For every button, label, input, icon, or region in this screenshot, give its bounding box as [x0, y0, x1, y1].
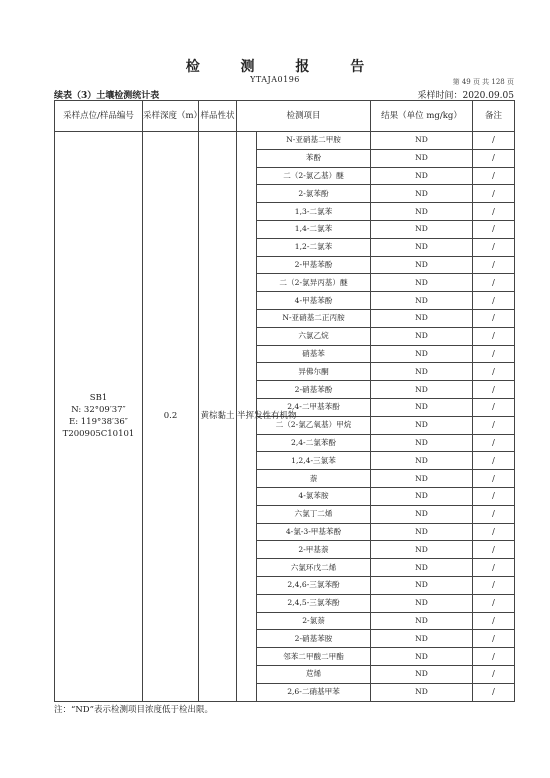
remark-cell: /	[473, 203, 515, 221]
result-cell: ND	[371, 487, 473, 505]
sample-id: SB1	[89, 393, 108, 404]
soil-test-table	[54, 100, 515, 702]
item-cell: 1,4-二氯苯	[257, 220, 371, 238]
remark-cell: /	[473, 470, 515, 488]
result-cell: ND	[371, 238, 473, 256]
header-result: 结果（单位 mg/kg）	[371, 101, 473, 132]
result-cell: ND	[371, 452, 473, 470]
remark-cell: /	[473, 665, 515, 683]
remark-cell: /	[473, 683, 515, 701]
remark-cell: /	[473, 363, 515, 381]
report-title: 检 测 报 告	[185, 59, 383, 75]
item-cell: 2-甲基苯酚	[257, 256, 371, 274]
remark-cell: /	[473, 559, 515, 577]
result-cell: ND	[371, 345, 473, 363]
item-cell: 苯酚	[257, 149, 371, 167]
remark-cell: /	[473, 505, 515, 523]
item-cell: 二（2-氯异丙基）醚	[257, 274, 371, 292]
result-cell: ND	[371, 630, 473, 648]
remark-cell: /	[473, 345, 515, 363]
result-cell: ND	[371, 612, 473, 630]
remark-cell: /	[473, 594, 515, 612]
result-cell: ND	[371, 363, 473, 381]
remark-cell: /	[473, 630, 515, 648]
result-cell: ND	[371, 309, 473, 327]
result-cell: ND	[371, 220, 473, 238]
header-sample-point: 采样点位/样品编号	[55, 101, 143, 132]
result-cell: ND	[371, 416, 473, 434]
remark-cell: /	[473, 381, 515, 399]
remark-cell: /	[473, 576, 515, 594]
footnote: 注：“ND”表示检测项目浓度低于检出限。	[54, 705, 213, 715]
item-cell: 2-氯萘	[257, 612, 371, 630]
remark-cell: /	[473, 648, 515, 666]
remark-cell: /	[473, 487, 515, 505]
item-cell: 六氯环戊二烯	[257, 559, 371, 577]
remark-cell: /	[473, 523, 515, 541]
item-cell: 萘	[257, 470, 371, 488]
remark-cell: /	[473, 541, 515, 559]
item-category-cell: 半挥发性有机物	[237, 132, 257, 702]
remark-cell: /	[473, 434, 515, 452]
result-cell: ND	[371, 274, 473, 292]
sample-state-cell: 黄棕黏土	[199, 132, 237, 702]
item-cell: 2-硝基苯酚	[257, 381, 371, 399]
result-cell: ND	[371, 256, 473, 274]
item-cell: 2-氯苯酚	[257, 185, 371, 203]
table-body	[55, 132, 515, 702]
table-row	[55, 132, 515, 150]
sample-depth-cell: 0.2	[143, 132, 199, 702]
result-cell: ND	[371, 185, 473, 203]
report-number: YTAJA0196	[250, 75, 300, 84]
item-cell: 2-硝基苯胺	[257, 630, 371, 648]
sample-latitude: N: 32°09′37″	[71, 405, 126, 416]
remark-cell: /	[473, 149, 515, 167]
result-cell: ND	[371, 398, 473, 416]
table-header-row	[55, 101, 515, 132]
result-cell: ND	[371, 292, 473, 310]
item-cell: N-亚硝基二甲胺	[257, 132, 371, 150]
item-cell: 硝基苯	[257, 345, 371, 363]
item-cell: 1,3-二氯苯	[257, 203, 371, 221]
remark-cell: /	[473, 185, 515, 203]
result-cell: ND	[371, 149, 473, 167]
result-cell: ND	[371, 665, 473, 683]
result-cell: ND	[371, 594, 473, 612]
item-cell: 六氯丁二烯	[257, 505, 371, 523]
item-cell: 苊烯	[257, 665, 371, 683]
table-caption: 续表（3）土壤检测统计表	[54, 91, 160, 101]
item-cell: 异佛尔酮	[257, 363, 371, 381]
item-cell: 2,4,6-三氯苯酚	[257, 576, 371, 594]
remark-cell: /	[473, 416, 515, 434]
item-cell: 4-氯-3-甲基苯酚	[257, 523, 371, 541]
result-cell: ND	[371, 470, 473, 488]
result-cell: ND	[371, 505, 473, 523]
result-cell: ND	[371, 203, 473, 221]
result-cell: ND	[371, 523, 473, 541]
item-cell: 2,4,5-三氯苯酚	[257, 594, 371, 612]
sample-point-cell	[55, 132, 143, 702]
remark-cell: /	[473, 256, 515, 274]
item-cell: 1,2-二氯苯	[257, 238, 371, 256]
item-cell: 1,2,4-三氯苯	[257, 452, 371, 470]
remark-cell: /	[473, 327, 515, 345]
item-cell: 邻苯二甲酸二甲酯	[257, 648, 371, 666]
page-info: 第 49 页 共 128 页	[452, 78, 514, 86]
remark-cell: /	[473, 274, 515, 292]
sample-longitude: E: 119°38′36″	[69, 417, 128, 428]
item-cell: 2,4-二甲基苯酚	[257, 398, 371, 416]
result-cell: ND	[371, 683, 473, 701]
header-remark: 备注	[473, 101, 515, 132]
item-cell: 六氯乙烷	[257, 327, 371, 345]
item-cell: 4-氯苯胺	[257, 487, 371, 505]
remark-cell: /	[473, 292, 515, 310]
remark-cell: /	[473, 220, 515, 238]
result-cell: ND	[371, 132, 473, 150]
remark-cell: /	[473, 398, 515, 416]
header-state: 样品性状	[199, 101, 237, 132]
result-cell: ND	[371, 167, 473, 185]
result-cell: ND	[371, 327, 473, 345]
result-cell: ND	[371, 576, 473, 594]
sample-code: T200905C10101	[62, 429, 135, 440]
item-cell: 二（2-氯乙氧基）甲烷	[257, 416, 371, 434]
result-cell: ND	[371, 559, 473, 577]
item-cell: 4-甲基苯酚	[257, 292, 371, 310]
result-cell: ND	[371, 434, 473, 452]
result-cell: ND	[371, 381, 473, 399]
remark-cell: /	[473, 238, 515, 256]
header-item: 检测项目	[237, 101, 371, 132]
remark-cell: /	[473, 309, 515, 327]
sample-time: 采样时间：2020.09.05	[417, 91, 514, 101]
item-cell: N-亚硝基二正丙胺	[257, 309, 371, 327]
remark-cell: /	[473, 452, 515, 470]
result-cell: ND	[371, 541, 473, 559]
remark-cell: /	[473, 612, 515, 630]
header-depth: 采样深度（m）	[143, 101, 199, 132]
remark-cell: /	[473, 132, 515, 150]
item-cell: 2,4-二氯苯酚	[257, 434, 371, 452]
result-cell: ND	[371, 648, 473, 666]
item-cell: 2,6-二硝基甲苯	[257, 683, 371, 701]
remark-cell: /	[473, 167, 515, 185]
item-cell: 2-甲基萘	[257, 541, 371, 559]
item-cell: 二（2-氯乙基）醚	[257, 167, 371, 185]
